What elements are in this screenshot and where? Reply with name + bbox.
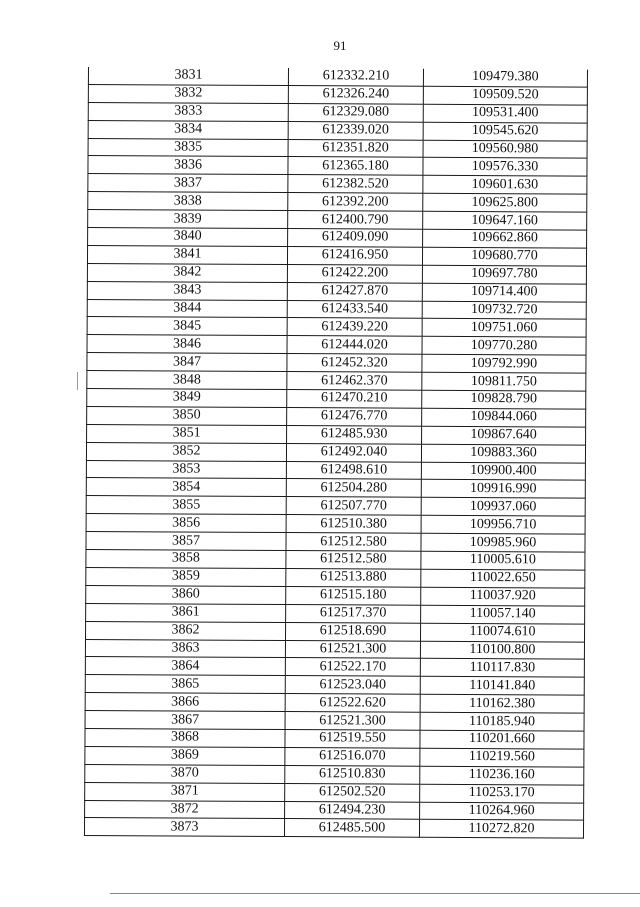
point-number-cell: 3845	[87, 317, 287, 336]
point-number-cell: 3865	[85, 675, 285, 694]
point-number-cell: 3843	[87, 281, 287, 300]
point-number-cell: 3835	[88, 138, 288, 157]
point-number-cell: 3872	[85, 800, 285, 819]
x-coordinate-cell: 612329.080	[288, 103, 423, 122]
y-coordinate-cell: 109732.720	[422, 301, 586, 320]
y-coordinate-cell: 109828.790	[422, 390, 586, 409]
x-coordinate-cell: 612422.200	[287, 264, 422, 283]
point-number-cell: 3850	[87, 406, 287, 425]
x-coordinate-cell: 612470.210	[287, 390, 422, 409]
x-coordinate-cell: 612485.500	[284, 819, 419, 838]
x-coordinate-cell: 612521.300	[285, 640, 420, 659]
x-coordinate-cell: 612433.540	[287, 300, 422, 319]
point-number-cell: 3836	[88, 156, 288, 175]
point-number-cell: 3863	[85, 639, 285, 658]
point-number-cell: 3864	[85, 657, 285, 676]
point-number-cell: 3831	[88, 67, 288, 85]
point-number-cell: 3833	[88, 102, 288, 121]
x-coordinate-cell: 612519.550	[285, 729, 420, 748]
y-coordinate-cell: 109560.980	[423, 140, 587, 159]
point-number-cell: 3871	[85, 782, 285, 801]
y-coordinate-cell: 110117.830	[420, 659, 584, 678]
x-coordinate-cell: 612507.770	[286, 497, 421, 516]
y-coordinate-cell: 110272.820	[419, 820, 583, 839]
x-coordinate-cell: 612392.200	[288, 193, 423, 212]
point-number-cell: 3851	[87, 424, 287, 443]
y-coordinate-cell: 110185.940	[420, 712, 584, 731]
point-number-cell: 3873	[84, 818, 284, 837]
x-coordinate-cell: 612518.690	[286, 622, 421, 641]
y-coordinate-cell: 109697.780	[422, 265, 586, 284]
y-coordinate-cell: 110236.160	[420, 766, 584, 785]
x-coordinate-cell: 612476.770	[287, 407, 422, 426]
y-coordinate-cell: 110005.610	[421, 551, 585, 570]
x-coordinate-cell: 612504.280	[286, 479, 421, 498]
coordinates-table-body	[84, 67, 587, 838]
x-coordinate-cell: 612427.870	[287, 282, 422, 301]
x-coordinate-cell: 612517.370	[286, 604, 421, 623]
x-coordinate-cell: 612523.040	[285, 676, 420, 695]
x-coordinate-cell: 612409.090	[288, 229, 423, 248]
x-coordinate-cell: 612522.620	[285, 694, 420, 713]
point-number-cell: 3868	[85, 728, 285, 747]
y-coordinate-cell: 109883.360	[421, 444, 585, 463]
point-number-cell: 3847	[87, 353, 287, 372]
x-coordinate-cell: 612339.020	[288, 121, 423, 140]
y-coordinate-cell: 109509.520	[423, 86, 587, 105]
page-bottom-edge	[110, 893, 640, 894]
x-coordinate-cell: 612512.580	[286, 533, 421, 552]
point-number-cell: 3854	[86, 478, 286, 497]
point-number-cell: 3862	[86, 621, 286, 640]
y-coordinate-cell: 109844.060	[422, 408, 586, 427]
x-coordinate-cell: 612416.950	[287, 246, 422, 265]
x-coordinate-cell: 612351.820	[288, 139, 423, 158]
y-coordinate-cell: 109770.280	[422, 337, 586, 356]
x-coordinate-cell: 612400.790	[288, 211, 423, 230]
x-coordinate-cell: 612494.230	[285, 801, 420, 820]
point-number-cell: 3858	[86, 550, 286, 569]
point-number-cell: 3866	[85, 693, 285, 712]
x-coordinate-cell: 612326.240	[288, 85, 423, 104]
x-coordinate-cell: 612522.170	[285, 658, 420, 677]
y-coordinate-cell: 109479.380	[423, 69, 587, 87]
y-coordinate-cell: 109576.330	[423, 158, 587, 177]
y-coordinate-cell: 109662.860	[423, 229, 587, 248]
x-coordinate-cell: 612498.610	[286, 461, 421, 480]
y-coordinate-cell: 109985.960	[421, 533, 585, 552]
point-number-cell: 3857	[86, 532, 286, 551]
x-coordinate-cell: 612365.180	[288, 157, 423, 176]
table-row	[84, 818, 583, 839]
y-coordinate-cell: 109531.400	[423, 104, 587, 123]
point-number-cell: 3869	[85, 746, 285, 765]
y-coordinate-cell: 109545.620	[423, 122, 587, 141]
point-number-cell: 3839	[88, 210, 288, 229]
y-coordinate-cell: 109751.060	[422, 319, 586, 338]
y-coordinate-cell: 109811.750	[422, 372, 586, 391]
point-number-cell: 3842	[87, 263, 287, 282]
point-number-cell: 3870	[85, 764, 285, 783]
y-coordinate-cell: 110100.800	[420, 641, 584, 660]
x-coordinate-cell: 612439.220	[287, 318, 422, 337]
y-coordinate-cell: 109916.990	[421, 480, 585, 499]
x-coordinate-cell: 612452.320	[287, 354, 422, 373]
x-coordinate-cell: 612515.180	[286, 586, 421, 605]
coordinates-table-container	[84, 67, 586, 839]
point-number-cell: 3832	[88, 84, 288, 103]
x-coordinate-cell: 612502.520	[285, 783, 420, 802]
y-coordinate-cell: 109601.630	[423, 176, 587, 195]
point-number-cell: 3853	[86, 460, 286, 479]
x-coordinate-cell: 612512.580	[286, 551, 421, 570]
x-coordinate-cell: 612516.070	[285, 747, 420, 766]
point-number-cell: 3841	[87, 245, 287, 264]
page-number: 91	[333, 38, 347, 53]
y-coordinate-cell: 109956.710	[421, 516, 585, 535]
y-coordinate-cell: 109714.400	[422, 283, 586, 302]
y-coordinate-cell: 109937.060	[421, 498, 585, 517]
coordinates-table	[84, 67, 588, 839]
point-number-cell: 3856	[86, 514, 286, 533]
y-coordinate-cell: 110022.650	[421, 569, 585, 588]
x-coordinate-cell: 612485.930	[287, 425, 422, 444]
x-coordinate-cell: 612462.370	[287, 372, 422, 391]
point-number-cell: 3846	[87, 335, 287, 354]
point-number-cell: 3855	[86, 496, 286, 515]
x-coordinate-cell: 612332.210	[288, 68, 423, 86]
y-coordinate-cell: 109900.400	[421, 462, 585, 481]
y-coordinate-cell: 109867.640	[422, 426, 586, 445]
y-coordinate-cell: 109792.990	[422, 355, 586, 374]
y-coordinate-cell: 110219.560	[420, 748, 584, 767]
point-number-cell: 3840	[88, 228, 288, 247]
x-coordinate-cell: 612444.020	[287, 336, 422, 355]
x-coordinate-cell: 612521.300	[285, 712, 420, 731]
y-coordinate-cell: 110057.140	[421, 605, 585, 624]
y-coordinate-cell: 110037.920	[421, 587, 585, 606]
point-number-cell: 3867	[85, 711, 285, 730]
y-coordinate-cell: 109647.160	[423, 211, 587, 230]
x-coordinate-cell: 612510.830	[285, 765, 420, 784]
point-number-cell: 3838	[88, 192, 288, 211]
point-number-cell: 3844	[87, 299, 287, 318]
x-coordinate-cell: 612492.040	[286, 443, 421, 462]
point-number-cell: 3859	[86, 567, 286, 586]
point-number-cell: 3848	[87, 371, 287, 390]
y-coordinate-cell: 110074.610	[421, 623, 585, 642]
scan-artifact-mark	[77, 372, 78, 390]
x-coordinate-cell: 612510.380	[286, 515, 421, 534]
point-number-cell: 3837	[88, 174, 288, 193]
point-number-cell: 3860	[86, 585, 286, 604]
x-coordinate-cell: 612382.520	[288, 175, 423, 194]
y-coordinate-cell: 110201.660	[420, 730, 584, 749]
point-number-cell: 3861	[86, 603, 286, 622]
point-number-cell: 3849	[87, 389, 287, 408]
y-coordinate-cell: 110264.960	[420, 802, 584, 821]
y-coordinate-cell: 110162.380	[420, 694, 584, 713]
y-coordinate-cell: 110141.840	[420, 677, 584, 696]
point-number-cell: 3852	[86, 442, 286, 461]
y-coordinate-cell: 109625.800	[423, 193, 587, 212]
point-number-cell: 3834	[88, 120, 288, 139]
y-coordinate-cell: 110253.170	[420, 784, 584, 803]
x-coordinate-cell: 612513.880	[286, 568, 421, 587]
y-coordinate-cell: 109680.770	[422, 247, 586, 266]
